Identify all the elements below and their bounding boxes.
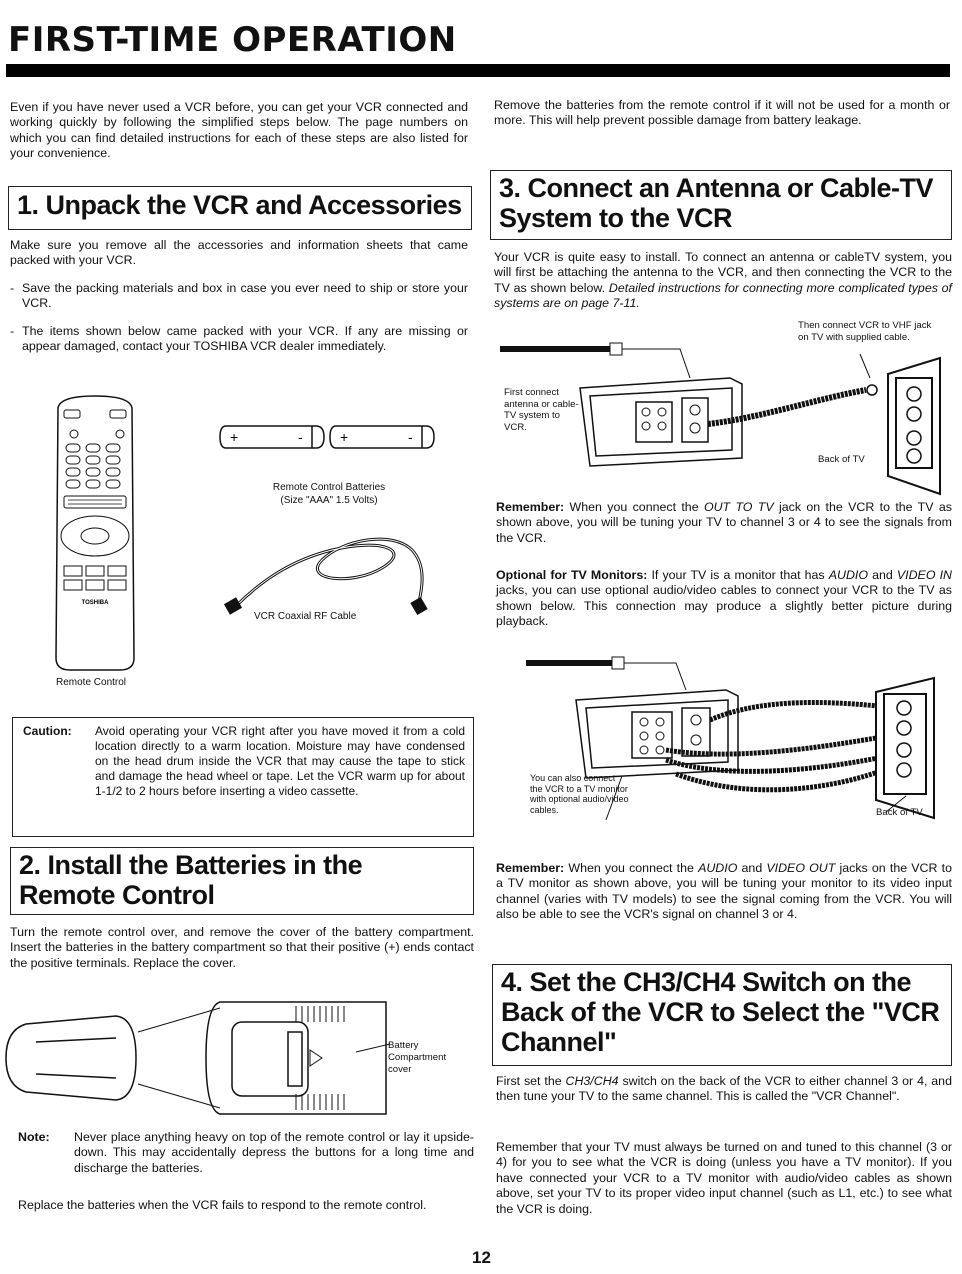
step1-heading-text: 1. Unpack the VCR and Accessories (17, 190, 462, 220)
caption-cable: VCR Coaxial RF Cable (254, 611, 357, 622)
remember-2-i2: VIDEO OUT (766, 861, 836, 875)
title-rule (6, 64, 950, 77)
battery-minus-1: - (298, 429, 303, 445)
remote-back-illustration (6, 1002, 400, 1114)
optional-label: Optional for TV Monitors: (496, 568, 648, 582)
intro-text: Even if you have never used a VCR before, you can get your VCR connected and working quickly by following the simplified steps below. The page numbers on which you can find detailed instructions for each of these steps are also listed for your convenience. (10, 100, 468, 161)
step4-p1 (496, 1074, 952, 1105)
remember-1-t2: jack on the VCR to the TV as shown above, you will be tuning your TV to channel 3 or 4 to see the signals from the VCR. (496, 500, 952, 545)
battery-plus-1: + (230, 429, 239, 445)
remote-control-illustration (50, 396, 140, 671)
caption-batteries-2: (Size "AAA" 1.5 Volts) (280, 495, 378, 506)
step4-p2: Remember that your TV must always be turned on and tuned to this channel (3 or 4) for you to see what the VCR is doing (unless you have a TV monitor). If you have connected your VCR to a TV monitor with audio/video cables as shown above, set your TV to its proper video input channel (such as L1, etc.) to see what the VCR is doing. (496, 1140, 952, 1216)
label-battery: Battery (388, 1040, 419, 1051)
step4-p1-b: switch on the back of the VCR to either channel 3 or 4, and then tune your TV to the same channel. This is called the "VCR Channel". (496, 1074, 952, 1104)
step1-bullet-1: - Save the packing materials and box in case you ever need to ship or store your VCR. (10, 281, 468, 312)
remember-2-t1: When you connect the (568, 861, 694, 875)
optional-t1: If your TV is a monitor that has (651, 568, 825, 582)
caption-batteries-1: Remote Control Batteries (272, 482, 386, 493)
remote-brand-text: TOSHIBA (81, 600, 109, 606)
step1-bullet-2: - The items shown below came packed with your VCR. If any are missing or appear damaged, contact your TOSHIBA VCR dealer immediately. (10, 324, 468, 355)
step3-text-italic: Detailed instructions for connecting more complicated types of systems are on page 7-11. (494, 280, 952, 311)
optional-t2: and (872, 568, 893, 582)
step2-text: Turn the remote control over, and remove the cover of the battery compartment. Insert the batteries in the battery compartment so that their positive (+) ends contact the positive terminals. Replace the cover. (10, 925, 474, 970)
optional-i1: AUDIO (828, 568, 868, 582)
remember-2-t2: and (741, 861, 763, 875)
caption-remote: Remote Control (56, 677, 127, 688)
battery-removal-text: Remove the batteries from the remote control if it will not be used for a month or more. This will help prevent possible damage from battery leakage. (494, 98, 950, 128)
step3-heading-text: 3. Connect an Antenna or Cable-TV System to the VCR (499, 173, 934, 233)
remember-2-label: Remember: (496, 861, 565, 875)
optional-t3: jacks, you can use optional audio/video cables to connect your VCR to the TV as shown below. This connection may produce a slightly better picture during playback. (496, 583, 952, 629)
step4-p1-i: CH3/CH4 (565, 1074, 619, 1088)
step4-heading-text: 4. Set the CH3/CH4 Switch on the Back of the VCR to Select the "VCR Channel" (501, 967, 940, 1057)
caution-content (23, 724, 465, 834)
remember-2 (496, 861, 952, 923)
battery-minus-2: - (408, 429, 413, 445)
page-number: 12 (472, 1248, 491, 1267)
remember-2-t3: jacks on the VCR to a TV monitor as shown above, you will be tuning your monitor to its video input channel (varies with TV models) to see the signal coming from the VCR. You will also be able to see the VCR's signal on channel 3 or 4. (496, 861, 952, 922)
step2-heading (10, 847, 474, 915)
battery-plus-2: + (340, 429, 349, 445)
step2-note (18, 1130, 474, 1180)
step1-text: Make sure you remove all the accessories and information sheets that came packed with your VCR. (10, 238, 468, 268)
note-label: Note: (18, 1130, 50, 1144)
label-first-connect: First connect antenna or cable-TV system to VCR. (504, 387, 579, 433)
optional-i2: VIDEO IN (896, 568, 952, 582)
caution-label: Caution: (23, 724, 72, 738)
optional-monitors (496, 568, 952, 630)
step3-heading (490, 170, 952, 240)
step4-p1-a: First set the (496, 1074, 562, 1088)
remember-1-label: Remember: (496, 500, 565, 514)
coaxial-cable-illustration (222, 520, 452, 620)
label-back-of-tv-1: Back of TV (818, 454, 865, 465)
step2-heading-text: 2. Install the Batteries in the Remote Control (19, 850, 363, 910)
batteries-illustration (220, 424, 436, 450)
remember-2-i1: AUDIO (698, 861, 738, 875)
label-also-connect: You can also connect the VCR to a TV monitor with optional audio/video cables. (530, 773, 629, 815)
remember-1 (496, 500, 952, 546)
step3-text-plain: Your VCR is quite easy to install. To connect an antenna or cableTV system, you will first be attaching the antenna to the VCR, and then connecting the VCR to the TV as shown below. (494, 250, 952, 295)
note-text: Never place anything heavy on top of the remote control or lay it upside-down. This may accidentally depress the buttons for a long time and discharge the batteries. (74, 1130, 474, 1175)
remember-1-t1: When you connect the (569, 500, 699, 514)
label-back-of-tv-2: Back of TV (876, 807, 923, 818)
label-compartment: Compartment (388, 1052, 447, 1063)
label-cover: cover (388, 1064, 412, 1075)
replace-batteries-text: Replace the batteries when the VCR fails to respond to the remote control. (18, 1198, 427, 1212)
step4-heading (492, 964, 952, 1066)
page-title: FIRST-TIME OPERATION (8, 20, 457, 60)
caution-text: Avoid operating your VCR right after you have moved it from a cold location directly to a warm location. Moisture may have condensed on the head drum inside the VCR that may cause the tape to stick and damage the head wheel or tape. Let the VCR warm up for about 1-1/2 to 2 hours before inserting a video cassette. (95, 724, 465, 798)
label-then-connect: Then connect VCR to VHF jack on TV with supplied cable. (798, 320, 932, 343)
step3-text (494, 250, 952, 312)
remember-1-i1: OUT TO TV (703, 500, 774, 514)
step1-heading (8, 186, 472, 230)
caution-box (12, 717, 474, 837)
